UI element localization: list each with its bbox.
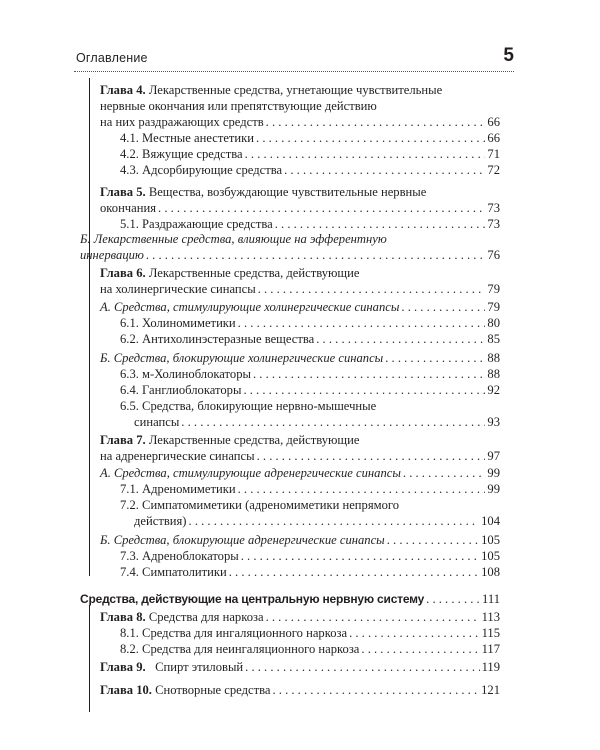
toc-entry-ch10[interactable]: Глава 10. Снотворные средства . . . 121 <box>100 682 500 698</box>
toc-entry-7-2[interactable]: действия) . . . 104 <box>134 513 500 529</box>
toc-ch6-label: Глава 6. <box>100 266 146 280</box>
page-ref: 92 <box>487 383 500 397</box>
page-ref: 104 <box>481 514 500 528</box>
toc-entry-6-5[interactable]: синапсы . . . 93 <box>134 414 500 430</box>
page-ref: 66 <box>487 131 500 145</box>
dot-leader <box>256 130 485 146</box>
toc-entry-7-4[interactable]: 7.4. Симпатолитики . . . 108 <box>120 564 500 580</box>
dot-leader <box>349 625 480 641</box>
dot-leader <box>238 315 486 331</box>
dot-leader <box>275 216 486 232</box>
toc-entry-6-2[interactable]: 6.2. Антихолинэстеразные вещества . . . 85 <box>120 331 500 347</box>
page-ref: 66 <box>487 115 500 129</box>
dot-leader <box>243 382 485 398</box>
page-ref: 73 <box>487 217 500 231</box>
page-ref: 105 <box>481 533 500 547</box>
dot-leader <box>245 146 486 162</box>
dot-leader <box>316 331 485 347</box>
page-ref: 73 <box>487 201 500 215</box>
toc-ch8-label: Глава 8. <box>100 610 146 624</box>
toc-entry-ch8[interactable]: Глава 8. Средства для наркоза . . . 113 <box>100 609 500 625</box>
page-ref: 76 <box>487 248 500 262</box>
page-ref: 111 <box>482 592 500 606</box>
toc-entry-6-1[interactable]: 6.1. Холиномиметики . . . 80 <box>120 315 500 331</box>
dot-leader <box>258 281 486 297</box>
toc-ch4-line2: нервные окончания или препятствующие действию <box>100 99 377 113</box>
toc-entry-ch6[interactable]: на холинергические синапсы . . . 79 <box>100 281 500 297</box>
toc-entry-4-3[interactable]: 4.3. Адсорбирующие средства . . . 72 <box>120 162 500 178</box>
toc-ch10-label: Глава 10. <box>100 683 152 697</box>
toc-ch5-label: Глава 5. <box>100 185 146 199</box>
toc-entry-6-a[interactable]: А. Средства, стимулирующие холинергические синапсы . . . 79 <box>100 299 500 315</box>
page-ref: 121 <box>481 683 500 697</box>
dot-leader <box>401 299 485 315</box>
page-ref: 80 <box>487 316 500 330</box>
dot-leader <box>426 591 480 607</box>
toc-entry-5-1[interactable]: 5.1. Раздражающие средства . . . 73 <box>120 216 500 232</box>
dot-leader <box>158 200 485 216</box>
page-ref: 71 <box>487 147 500 161</box>
toc-entry-7-a[interactable]: А. Средства, стимулирующие адренергические синапсы . . . 99 <box>100 465 500 481</box>
toc-vertical-rule-2 <box>89 605 90 712</box>
dot-leader <box>189 513 480 529</box>
page-ref: 115 <box>481 626 500 640</box>
page-ref: 97 <box>487 449 500 463</box>
page-ref: 93 <box>487 415 500 429</box>
dot-leader <box>238 481 486 497</box>
page-ref: 113 <box>481 610 500 624</box>
dot-leader <box>266 609 480 625</box>
toc-entry-7-1[interactable]: 7.1. Адреномиметики . . . 99 <box>120 481 500 497</box>
toc-vertical-rule <box>89 78 90 576</box>
dot-leader <box>229 564 479 580</box>
dot-leader <box>146 247 486 263</box>
toc-ch5-line1: Глава 5. Вещества, возбуждающие чувствительные нервные <box>100 185 427 199</box>
toc-entry-section-b[interactable]: иннервацию . . . 76 <box>80 247 500 263</box>
dot-leader <box>245 659 479 675</box>
header-title: Оглавление <box>76 51 148 65</box>
toc-entry-8-2[interactable]: 8.2. Средства для неингаляционного наркоза . . . 117 <box>120 641 500 657</box>
page-ref: 72 <box>487 163 500 177</box>
toc-entry-4-2[interactable]: 4.2. Вяжущие средства . . . 71 <box>120 146 500 162</box>
toc-ch7-line1: Глава 7. Лекарственные средства, действующие <box>100 433 360 447</box>
toc-entry-ch4[interactable]: на них раздражающих средств . . . 66 <box>100 114 500 130</box>
dot-leader <box>241 548 479 564</box>
toc-entry-ch7[interactable]: на адренергические синапсы . . . 97 <box>100 448 500 464</box>
page-ref: 79 <box>487 282 500 296</box>
page-ref: 99 <box>487 482 500 496</box>
page-ref: 88 <box>487 351 500 365</box>
toc-section-b-line1: Б. Лекарственные средства, влияющие на эфферентную <box>80 232 387 246</box>
toc-ch4-label: Глава 4. <box>100 83 146 97</box>
page-ref: 79 <box>487 300 500 314</box>
dot-leader <box>284 162 485 178</box>
dot-leader <box>181 414 485 430</box>
toc-entry-6-b[interactable]: Б. Средства, блокирующие холинергические синапсы . . . 88 <box>100 350 500 366</box>
dot-leader <box>385 350 485 366</box>
dot-leader <box>257 448 486 464</box>
page-ref: 105 <box>481 549 500 563</box>
toc-entry-ch5[interactable]: окончания . . . 73 <box>100 200 500 216</box>
page-ref: 108 <box>481 565 500 579</box>
dot-leader <box>266 114 486 130</box>
toc-entry-7-2-line1: 7.2. Симпатомиметики (адреномиметики непрямого <box>120 498 400 512</box>
dot-leader <box>387 532 479 548</box>
toc-entry-ch9[interactable]: Глава 9. Спирт этиловый . . . 119 <box>100 659 500 675</box>
toc-entry-8-1[interactable]: 8.1. Средства для ингаляционного наркоза . . . 115 <box>120 625 500 641</box>
toc-ch7-label: Глава 7. <box>100 433 146 447</box>
running-header <box>74 45 514 70</box>
dot-leader <box>403 465 486 481</box>
toc-ch6-line1: Глава 6. Лекарственные средства, действующие <box>100 266 360 280</box>
toc-ch4-line1: Глава 4. Лекарственные средства, угнетающие чувствительные <box>100 83 443 97</box>
dot-leader <box>253 366 485 382</box>
header-rule <box>74 71 514 72</box>
page-ref: 88 <box>487 367 500 381</box>
toc-entry-4-1[interactable]: 4.1. Местные анестетики . . . 66 <box>120 130 500 146</box>
toc-ch9-label: Глава 9. <box>100 660 146 674</box>
toc-entry-cns[interactable]: Средства, действующие на центральную нервную систему . . . 111 <box>80 591 500 607</box>
dot-leader <box>361 641 479 657</box>
dot-leader <box>272 682 479 698</box>
toc-entry-6-5-line1: 6.5. Средства, блокирующие нервно-мышечные <box>120 399 377 413</box>
page-ref: 117 <box>481 642 500 656</box>
page-ref: 85 <box>487 332 500 346</box>
toc-entry-6-3[interactable]: 6.3. м-Холиноблокаторы . . . 88 <box>120 366 500 382</box>
toc-entry-6-4[interactable]: 6.4. Ганглиоблокаторы . . . 92 <box>120 382 500 398</box>
toc-entry-7-b[interactable]: Б. Средства, блокирующие адренергические синапсы . . . 105 <box>100 532 500 548</box>
toc-entry-7-3[interactable]: 7.3. Адреноблокаторы . . . 105 <box>120 548 500 564</box>
page-ref: 119 <box>481 660 500 674</box>
page-ref: 99 <box>487 466 500 480</box>
page-number: 5 <box>503 45 514 66</box>
